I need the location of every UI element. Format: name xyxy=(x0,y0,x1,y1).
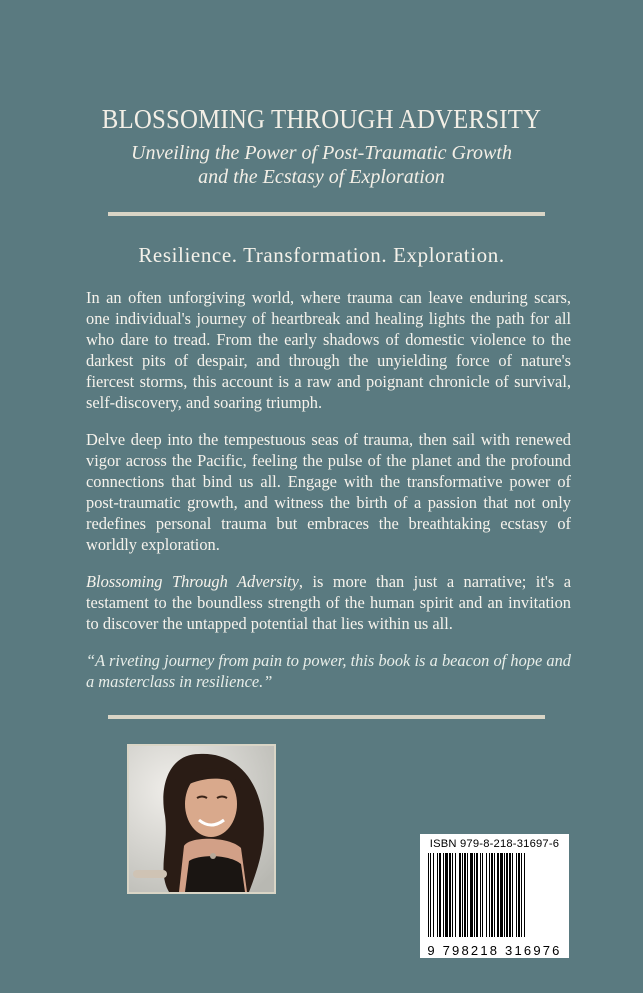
subtitle-line-1: Unveiling the Power of Post-Traumatic Growth xyxy=(131,142,512,164)
bottom-divider xyxy=(108,715,545,719)
barcode-bar xyxy=(491,853,493,937)
barcode-bar xyxy=(449,853,451,937)
author-photo xyxy=(127,744,276,894)
blurb-paragraph-2: Delve deep into the tempestuous seas of trauma, then sail with renewed vigor across the Pacific, feeling the pulse of the planet and the profound connections that bind us all. Engage with the transformative power of post-traumatic growth, and witness the birth of a passion that not only redefines personal trauma but embraces the breathtaking ecstasy of worldly exploration. xyxy=(86,430,571,554)
barcode-bar xyxy=(509,853,511,937)
top-divider xyxy=(108,212,545,216)
blurb xyxy=(86,287,571,708)
blurb-paragraph-3-text: , is more than just a narrative; it's a testament to the boundless strength of the human spirit and an invitation to discover the untapped potential that lies within us all. xyxy=(86,572,571,633)
barcode-bar xyxy=(467,853,468,937)
subtitle-line-2: and the Ecstasy of Exploration xyxy=(198,166,445,188)
barcode-bar xyxy=(462,853,463,937)
tagline: Resilience. Transformation. Exploration. xyxy=(138,243,505,267)
barcode-bar xyxy=(506,853,508,937)
barcode-bar xyxy=(470,853,473,937)
book-title: BLOSSOMING THROUGH ADVERSITY xyxy=(101,104,542,134)
barcode-bar xyxy=(445,853,448,937)
book-subtitle xyxy=(0,141,643,189)
barcode-bar xyxy=(428,853,429,937)
barcode-bar xyxy=(452,853,453,937)
barcode-bars xyxy=(426,853,563,937)
barcode-bar xyxy=(433,853,434,937)
blurb-paragraph-1: In an often unforgiving world, where trauma can leave enduring scars, one individual's journey of heartbreak and healing lights the path for all who dare to tread. From the early shadows of domestic violence to the darkest pits of despair, and through the unyielding force of nature's fiercest storms, this account is a raw and poignant chronicle of survival, self-discovery, and soaring triumph. xyxy=(86,288,571,412)
author-portrait-illustration xyxy=(129,746,274,892)
barcode-bar xyxy=(494,853,495,937)
barcode-bar xyxy=(482,853,483,937)
barcode-bar xyxy=(439,853,441,937)
barcode-bar xyxy=(459,853,461,937)
barcode-bar xyxy=(464,853,466,937)
isbn-barcode xyxy=(420,834,569,958)
barcode-bar xyxy=(504,853,505,937)
barcode-bar xyxy=(512,853,513,937)
barcode-bar xyxy=(437,853,438,937)
barcode-bar xyxy=(500,853,503,937)
blurb-book-title: Blossoming Through Adversity xyxy=(86,572,299,591)
barcode-bar xyxy=(455,853,456,937)
barcode-bar xyxy=(516,853,517,937)
barcode-bar xyxy=(524,853,525,937)
barcode-bar xyxy=(443,853,444,937)
isbn-label: ISBN 979-8-218-31697-6 xyxy=(429,838,560,850)
barcode-bar xyxy=(489,853,490,937)
barcode-bar xyxy=(521,853,522,937)
barcode-bar xyxy=(430,853,431,937)
barcode-bar xyxy=(486,853,487,937)
barcode-bar xyxy=(518,853,520,937)
barcode-bar xyxy=(497,853,499,937)
blurb-paragraph-3 xyxy=(86,571,571,634)
barcode-bar xyxy=(476,853,478,937)
barcode-bar xyxy=(480,853,481,937)
barcode-digits: 9 798218 316976 xyxy=(427,943,562,958)
barcode-bar xyxy=(474,853,475,937)
review-quote: “A riveting journey from pain to power, this book is a beacon of hope and a masterclass in resilience.” xyxy=(86,651,571,691)
